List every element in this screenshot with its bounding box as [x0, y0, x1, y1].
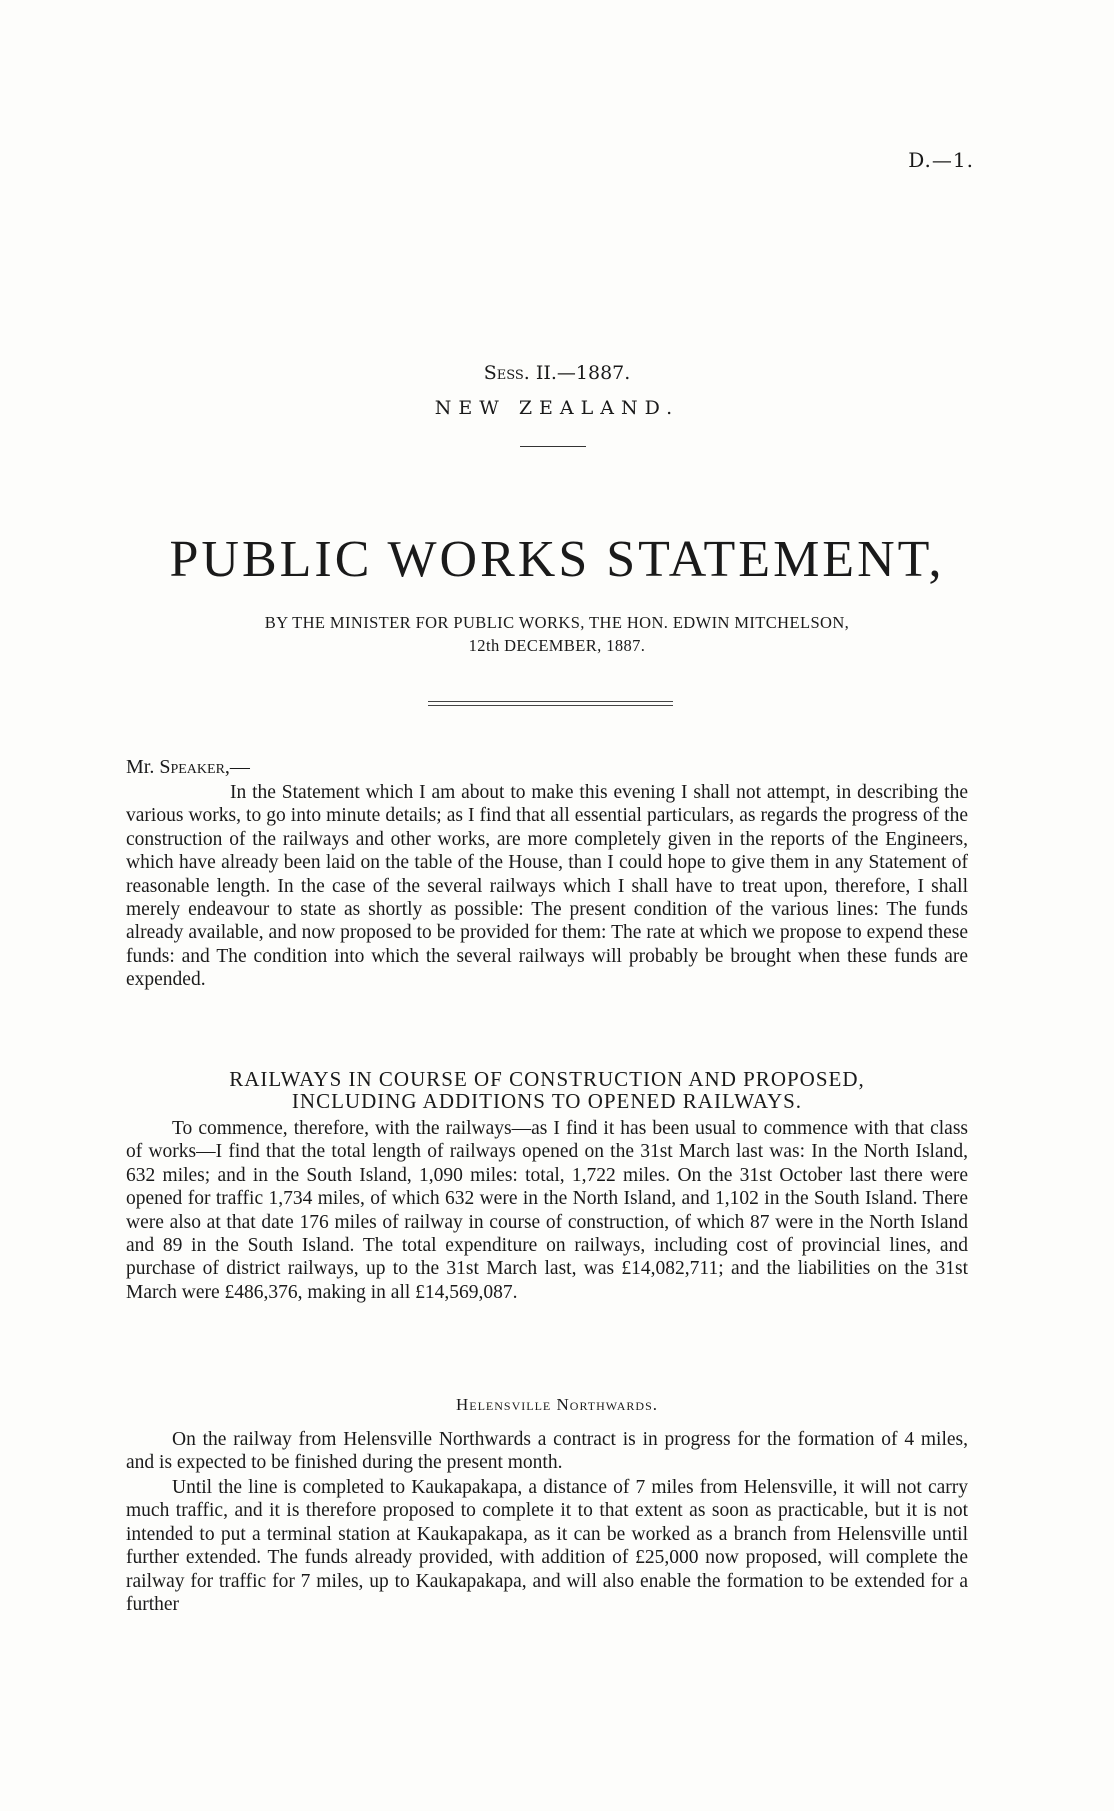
document-title: PUBLIC WORKS STATEMENT,	[169, 531, 945, 588]
paragraph-helensville-contract: On the railway from Helensville Northwards a contract is in progress for the formation of 4 miles, and is expected to be finished during the present month.	[126, 1429, 968, 1474]
paragraph-railways: To commence, therefore, with the railways—as I find it has been usual to commence with that class of works—I find that the total length of railways opened on the 31st March last was: In the North Island, 632 miles; and in the South Island, 1,090 miles: total, 1,722 miles. On the 31st October last there were opened for traffic 1,734 miles, of which 632 were in the North Island, and 1,102 in the South Island. There were also at that date 176 miles of railway in course of construction, of which 87 were in the North Island and 89 in the South Island. The total expenditure on railways, including cost of provincial lines, and purchase of district railways, up to the 31st March last, was £14,082,711; and the liabilities on the 31st March were £486,376, making in all £14,569,087.	[126, 1118, 968, 1303]
page-reference: D.—1.	[908, 148, 974, 172]
section-heading-line-2: INCLUDING ADDITIONS TO OPENED RAILWAYS.	[291, 1089, 803, 1113]
byline-line-1: BY THE MINISTER FOR PUBLIC WORKS, THE HON. EDWIN MITCHELSON,	[264, 613, 850, 632]
section-heading	[126, 1068, 968, 1112]
salutation-prefix: Mr.	[126, 756, 155, 778]
byline	[0, 611, 1114, 657]
paragraph-kaukapakapa: Until the line is completed to Kaukapakapa, a distance of 7 miles from Helensville, it will not carry much traffic, and it is therefore proposed to complete it to that extent as soon as practicable, but it is not intended to put a terminal station at Kaukapakapa, as it can be worked as a branch from Helensville until further extended. The funds already provided, with addition of £25,000 now proposed, will complete the railway for traffic for 7 miles, up to Kaukapakapa, and will also enable the formation to be extended for a further	[126, 1477, 968, 1616]
double-divider	[428, 701, 673, 706]
section-heading-line-1: RAILWAYS IN COURSE OF CONSTRUCTION AND PROPOSED,	[229, 1067, 865, 1091]
salutation-name: Speaker,—	[159, 756, 250, 778]
country-line: NEW ZEALAND.	[434, 397, 680, 419]
session-line: Sess. II.—1887.	[483, 362, 631, 384]
subheading-helensville: Helensville Northwards.	[456, 1395, 658, 1414]
short-divider	[520, 446, 586, 447]
byline-line-2: 12th DECEMBER, 1887.	[468, 636, 646, 655]
salutation	[126, 756, 250, 779]
paragraph-introduction: In the Statement which I am about to make this evening I shall not attempt, in describing the various works, to go into minute details; as I find that all essential particulars, as regards the progress of the construction of the railways and other works, are more completely given in the reports of the Engineers, which have already been laid on the table of the House, than I could hope to give them in any Statement of reasonable length. In the case of the several railways which I shall have to treat upon, therefore, I shall merely endeavour to state as shortly as possible: The present condition of the various lines: The funds already available, and now proposed to be provided for them: The rate at which we propose to expend these funds: and The condition into which the several railways will probably be brought when these funds are expended.	[126, 782, 968, 991]
